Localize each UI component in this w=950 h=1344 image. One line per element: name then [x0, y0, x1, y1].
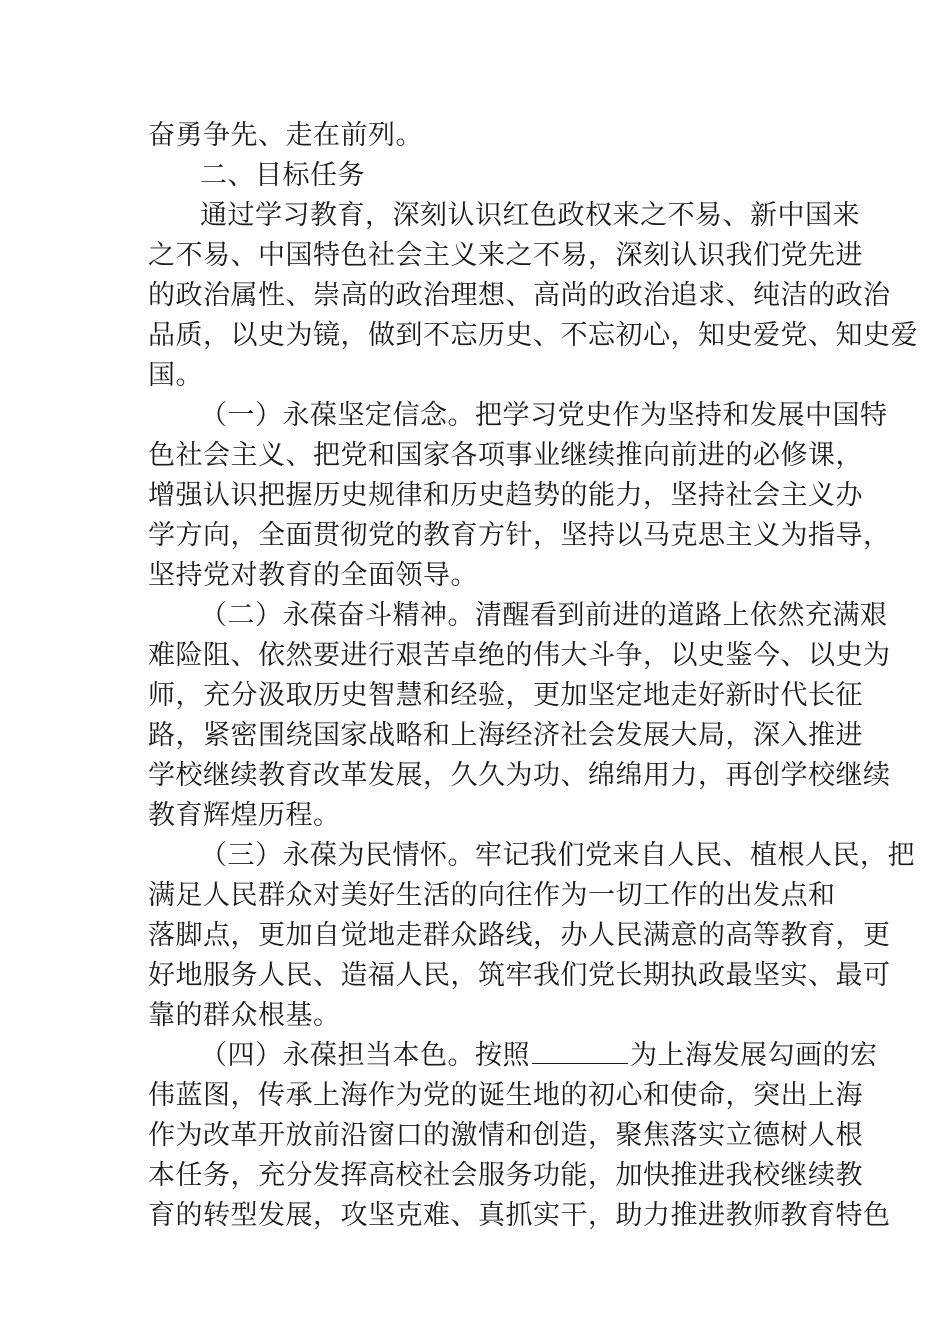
text-line: 之不易、中国特色社会主义来之不易，深刻认识我们党先进	[148, 240, 863, 271]
text-line: 难险阻、依然要进行艰苦卓绝的伟大斗争，以史鉴今、以史为	[148, 640, 891, 671]
text-line: 教育辉煌历程。	[148, 800, 341, 831]
text-line: 靠的群众根基。	[148, 1000, 341, 1031]
text-line: 的政治属性、崇高的政治理想、高尚的政治追求、纯洁的政治	[148, 280, 891, 311]
text-line: （一）永葆坚定信念。把学习党史作为坚持和发展中国特	[200, 400, 888, 431]
text-line: 学方向，全面贯彻党的教育方针，坚持以马克思主义为指导，	[148, 520, 891, 551]
text-line: 学校继续教育改革发展，久久为功、绵绵用力，再创学校继续	[148, 760, 891, 791]
text-segment: 为上海发展勾画的宏	[630, 1040, 878, 1071]
text-line: 育的转型发展，攻坚克难、真抓实干，助力推进教师教育特色	[148, 1200, 891, 1231]
text-line-with-blank	[200, 1036, 878, 1076]
text-line: 好地服务人民、造福人民，筑牢我们党长期执政最坚实、最可	[148, 960, 891, 991]
text-line: 路，紧密围绕国家战略和上海经济社会发展大局，深入推进	[148, 720, 863, 751]
text-line: 国。	[148, 360, 203, 391]
text-line: 奋勇争先、走在前列。	[148, 120, 423, 151]
text-line: 师，充分汲取历史智慧和经验，更加坚定地走好新时代长征	[148, 680, 863, 711]
text-segment: （四）永葆担当本色。按照	[200, 1040, 530, 1071]
text-line: 色社会主义、把党和国家各项事业继续推向前进的必修课，	[148, 440, 863, 471]
text-line: 落脚点，更加自觉地走群众路线，办人民满意的高等教育，更	[148, 920, 891, 951]
text-line: 坚持党对教育的全面领导。	[148, 560, 478, 591]
text-line: （三）永葆为民情怀。牢记我们党来自人民、植根人民，把	[200, 840, 915, 871]
text-line: 本任务，充分发挥高校社会服务功能，加快推进我校继续教	[148, 1160, 863, 1191]
text-line: 增强认识把握历史规律和历史趋势的能力，坚持社会主义办	[148, 480, 863, 511]
text-line: （二）永葆奋斗精神。清醒看到前进的道路上依然充满艰	[200, 600, 888, 631]
text-line: 满足人民群众对美好生活的向往作为一切工作的出发点和	[148, 880, 836, 911]
section-heading: 二、目标任务	[200, 160, 365, 191]
text-line: 作为改革开放前沿窗口的激情和创造，聚焦落实立德树人根	[148, 1120, 863, 1151]
fill-in-blank	[532, 1039, 628, 1064]
text-line: 通过学习教育，深刻认识红色政权来之不易、新中国来	[200, 200, 860, 231]
text-line: 品质，以史为镜，做到不忘历史、不忘初心，知史爱党、知史爱	[148, 320, 918, 351]
text-line: 伟蓝图，传承上海作为党的诞生地的初心和使命，突出上海	[148, 1080, 863, 1111]
